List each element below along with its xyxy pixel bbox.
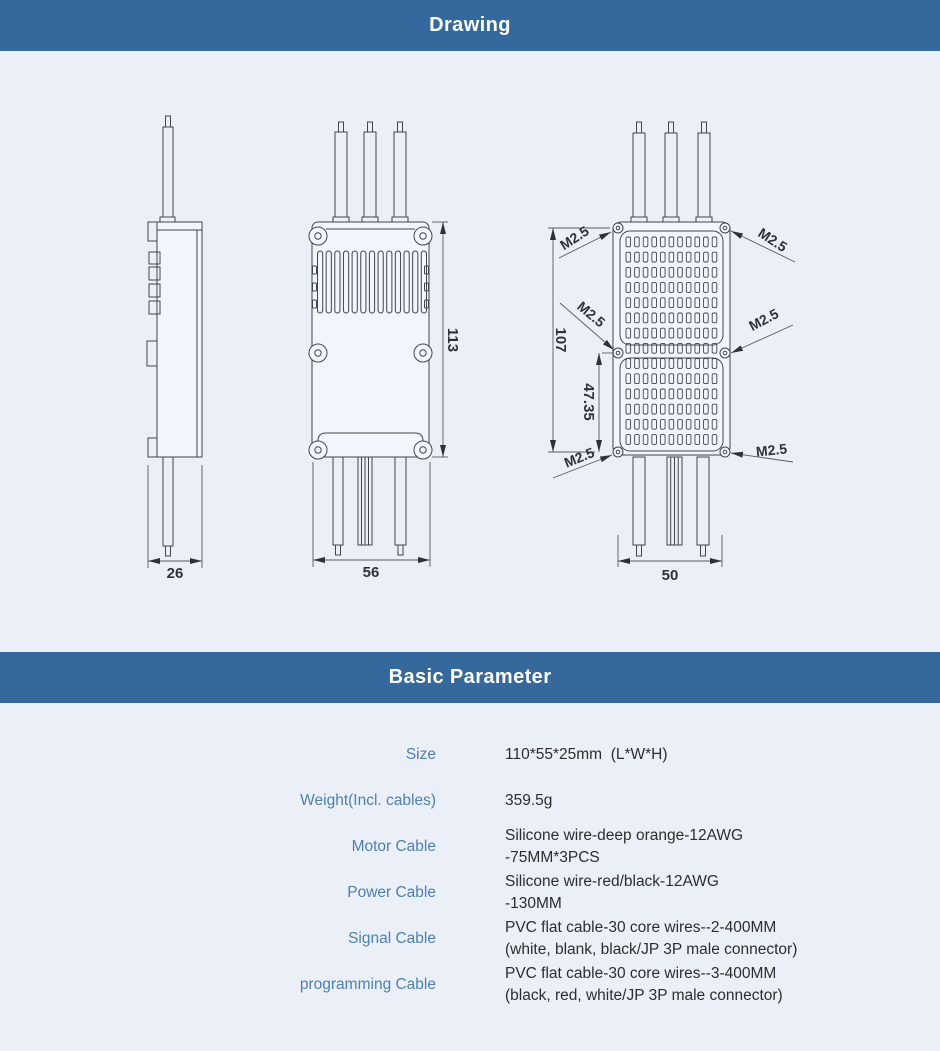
dim-screw-span-height: 107 bbox=[552, 327, 569, 353]
drawing-section-title: Drawing bbox=[429, 14, 511, 36]
param-value: 359.5g bbox=[505, 792, 553, 809]
screw-label-bottom-right: M2.5 bbox=[755, 440, 788, 460]
screw-label-top-left: M2.5 bbox=[556, 222, 592, 253]
param-label: programming Cable bbox=[299, 976, 436, 993]
side-tab-mid bbox=[147, 341, 157, 366]
dim-side-width: 26 bbox=[166, 565, 184, 582]
side-wire-top bbox=[163, 127, 173, 217]
param-row-power-cable bbox=[0, 870, 940, 916]
side-tab-top bbox=[148, 222, 157, 241]
screw-label-mid-right: M2.5 bbox=[746, 305, 782, 334]
side-wire-bottom bbox=[163, 457, 173, 546]
drawing-section-header bbox=[0, 0, 940, 51]
parameter-table bbox=[0, 703, 940, 1009]
param-label: Power Cable bbox=[347, 884, 436, 901]
side-body bbox=[157, 222, 202, 457]
technical-drawing-panel bbox=[0, 51, 940, 652]
dim-body-height: 113 bbox=[444, 327, 461, 353]
front-body bbox=[312, 222, 429, 457]
dim-screw-span-width: 50 bbox=[661, 567, 679, 584]
side-view bbox=[147, 116, 202, 556]
dim-mid-screw-offset: 47.35 bbox=[580, 383, 597, 421]
back-view bbox=[613, 122, 730, 556]
param-label: Size bbox=[405, 746, 436, 763]
screw-label-bottom-left: M2.5 bbox=[561, 444, 597, 471]
basic-parameter-section-header bbox=[0, 652, 940, 703]
basic-parameter-section-title: Basic Parameter bbox=[388, 666, 552, 688]
param-row-signal-cable bbox=[0, 916, 940, 962]
side-wire-bottom-tip bbox=[166, 546, 171, 556]
side-wire-collar bbox=[160, 217, 175, 222]
param-value: Silicone wire-deep orange-12AWG -75MM*3PCS bbox=[505, 827, 744, 866]
param-row-size bbox=[0, 732, 940, 778]
param-value: 110*55*25mm (L*W*H) bbox=[505, 746, 668, 763]
side-wire-tip bbox=[166, 116, 171, 127]
param-label: Motor Cable bbox=[351, 838, 436, 855]
param-row-motor-cable bbox=[0, 824, 940, 870]
dim-front-width: 56 bbox=[362, 564, 380, 581]
front-view bbox=[309, 122, 432, 555]
technical-drawing bbox=[0, 51, 940, 652]
param-value: PVC flat cable-30 core wires--2-400MM (white, blank, black/JP 3P male connector) bbox=[505, 919, 798, 958]
screw-label-mid-left: M2.5 bbox=[574, 298, 609, 331]
param-row-weight bbox=[0, 778, 940, 824]
screw-label-top-right: M2.5 bbox=[755, 224, 791, 255]
param-row-programming-cable bbox=[0, 962, 940, 1008]
param-value: PVC flat cable-30 core wires--3-400MM (black, red, white/JP 3P male connector) bbox=[505, 965, 783, 1004]
side-tab-bottom bbox=[148, 438, 157, 457]
param-value: Silicone wire-red/black-12AWG -130MM bbox=[505, 873, 719, 912]
param-label: Signal Cable bbox=[348, 930, 436, 947]
param-label: Weight(Incl. cables) bbox=[300, 792, 436, 809]
